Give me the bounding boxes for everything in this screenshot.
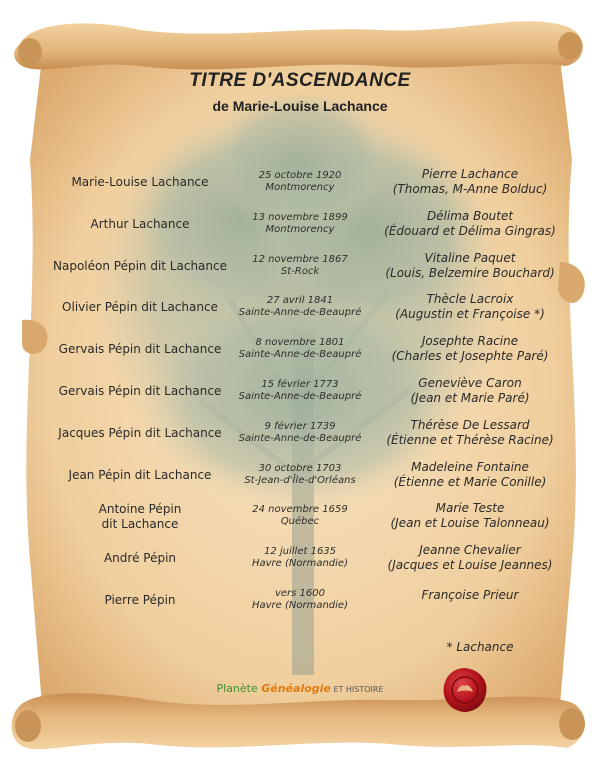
ancestor-name-line: Gervais Pépin dit Lachance (58, 342, 222, 357)
spouse-parents: (Étienne et Thérèse Racine) (386, 432, 554, 447)
table-row (0, 167, 600, 210)
ancestor-name-line: Gervais Pépin dit Lachance (58, 384, 222, 398)
spouse (355, 251, 585, 281)
spouse-name: Pierre Lachance (421, 167, 519, 181)
table-row (0, 417, 600, 461)
marriage-place: Havre (Normandie) (251, 558, 348, 570)
spouse-parents: (Édouard et Délima Gingras) (384, 223, 556, 238)
table-row (0, 334, 600, 377)
spouse-parents: (Augustin et Françoise *) (395, 307, 545, 322)
marriage-event (225, 337, 375, 361)
table-row (0, 292, 600, 335)
marriage-place: Montmorency (265, 182, 335, 193)
document-title: TITRE D'ASCENDANCE (189, 70, 411, 91)
marriage-event (225, 504, 375, 528)
marriage-place: Sainte-Anne-de-Beaupré (238, 349, 362, 361)
marriage-date: 9 février 1739 (264, 420, 336, 432)
marriage-event (225, 254, 375, 278)
spouse (355, 501, 585, 531)
spouse (355, 167, 585, 197)
spouse-parents: (Jean et Marie Paré) (410, 391, 530, 405)
marriage-date: vers 1600 (274, 588, 326, 599)
marriage-date: 12 juillet 1635 (263, 546, 337, 558)
spouse-name: Thérèse De Lessard (410, 417, 530, 432)
marriage-event (225, 212, 375, 236)
marriage-date: 27 avril 1841 (266, 295, 334, 307)
logo-part-genealogie: Généalogie (261, 682, 331, 695)
ancestor-name-line: Napoléon Pépin dit Lachance (53, 258, 227, 273)
ancestor-name-line: Jacques Pépin dit Lachance (58, 425, 222, 440)
ancestor-name-line: Jean Pépin dit Lachance (68, 467, 212, 482)
spouse-name: Josephte Racine (421, 334, 519, 349)
spouse-parents: (Louis, Belzemire Bouchard) (385, 265, 555, 280)
marriage-event (225, 421, 375, 445)
spouse-name: Marie Teste (435, 501, 505, 516)
ancestor-name (40, 342, 240, 357)
table-row (0, 588, 600, 628)
marriage-date: 24 novembre 1659 (252, 504, 348, 516)
ancestor-name (40, 259, 240, 274)
marriage-event (225, 295, 375, 319)
marriage-date: 25 octobre 1920 (258, 170, 342, 181)
ancestor-name (40, 426, 240, 441)
ancestor-name-line: Pierre Pépin (104, 593, 176, 607)
spouse-parents: (Étienne et Marie Conille) (393, 474, 547, 489)
spouse (355, 460, 585, 490)
spouse (355, 588, 585, 603)
logo-part-histoire: ET HISTOIRE (330, 685, 384, 694)
marriage-place: Sainte-Anne-de-Beaupré (238, 307, 362, 319)
spouse-name: Thècle Lacroix (426, 292, 514, 307)
table-row (0, 459, 600, 503)
ancestor-name (40, 217, 240, 232)
marriage-event (225, 170, 375, 194)
marriage-place: Havre (Normandie) (251, 600, 348, 611)
ancestor-name-line: Marie-Louise Lachance (71, 175, 209, 189)
marriage-place: Sainte-Anne-de-Beaupré (238, 391, 362, 402)
spouse (355, 376, 585, 406)
marriage-date: 13 novembre 1899 (252, 211, 348, 223)
spouse-parents: (Jacques et Louise Jeannes) (387, 558, 553, 573)
ancestor-name (40, 502, 240, 532)
spouse-parents: (Thomas, M-Anne Bolduc) (392, 182, 548, 196)
spouse-name: Geneviève Caron (418, 376, 522, 390)
top-scroll-roll (14, 21, 583, 69)
table-row (0, 543, 600, 586)
marriage-place: Montmorency (265, 223, 335, 235)
ancestor-name-line: Olivier Pépin dit Lachance (62, 300, 218, 315)
marriage-date: 12 novembre 1867 (252, 253, 348, 265)
spouse-name: Vitaline Paquet (424, 250, 516, 265)
ancestor-name-line: dit Lachance (101, 517, 179, 532)
wax-seal-icon (441, 666, 489, 714)
marriage-event (225, 463, 375, 487)
ancestor-name-line: Antoine Pépin (98, 502, 182, 517)
ancestor-name (40, 468, 240, 483)
spouse-name: Jeanne Chevalier (419, 543, 521, 558)
marriage-date: 8 novembre 1801 (255, 337, 345, 349)
spouse-name: Délima Boutet (426, 208, 514, 223)
spouse-name: Françoise Prieur (421, 588, 519, 602)
marriage-place: Sainte-Anne-de-Beaupré (238, 432, 362, 444)
logo-part-planete: Planète (216, 682, 262, 695)
site-logo (0, 682, 600, 695)
footnote: * Lachance (446, 640, 514, 654)
ancestor-name (40, 551, 240, 566)
table-row (0, 250, 600, 294)
marriage-date: 15 février 1773 (261, 379, 339, 390)
spouse (355, 418, 585, 448)
table-row (0, 208, 600, 252)
ancestor-name (40, 593, 240, 608)
marriage-event (225, 546, 375, 570)
marriage-place: St-Rock (280, 265, 320, 277)
marriage-date: 30 octobre 1703 (258, 462, 342, 474)
ancestor-name-line: Arthur Lachance (90, 216, 190, 231)
marriage-event (225, 588, 375, 612)
spouse-parents: (Jean et Louise Talonneau) (390, 516, 550, 531)
marriage-event (225, 379, 375, 403)
spouse (355, 292, 585, 322)
ancestor-name (40, 300, 240, 315)
spouse (355, 543, 585, 573)
spouse (355, 334, 585, 364)
ancestor-name (40, 384, 240, 399)
ancestor-name-line: André Pépin (103, 551, 177, 566)
table-row (0, 501, 600, 544)
spouse-parents: (Charles et Josephte Paré) (391, 349, 549, 364)
marriage-place: Québec (280, 516, 320, 528)
ancestor-name (40, 175, 240, 190)
document-subtitle: de Marie-Louise Lachance (212, 98, 388, 114)
spouse (355, 209, 585, 239)
marriage-place: St-Jean-d'Île-d'Orléans (244, 474, 356, 486)
table-row (0, 376, 600, 419)
spouse-name: Madeleine Fontaine (411, 459, 529, 474)
